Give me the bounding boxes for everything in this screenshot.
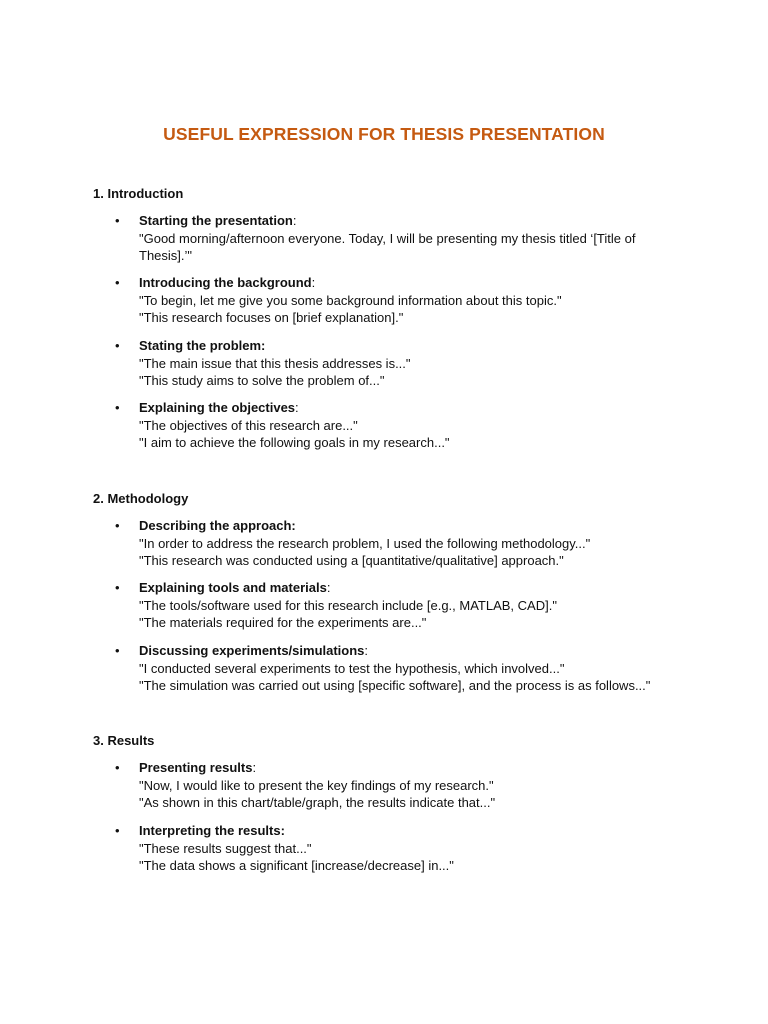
item-line: "I aim to achieve the following goals in my research..." xyxy=(139,435,450,451)
item-line: "These results suggest that..." xyxy=(139,840,312,856)
document-title: USEFUL EXPRESSION FOR THESIS PRESENTATION xyxy=(163,124,605,144)
item-label-suffix: : xyxy=(364,643,369,658)
item-label: Explaining the objectives xyxy=(139,400,296,415)
item-label-suffix: : xyxy=(311,275,316,290)
item-label: Starting the presentation xyxy=(139,213,293,228)
item-label: Introducing the background xyxy=(139,275,312,290)
item-line: "Now, I would like to present the key findings of my research." xyxy=(139,777,494,793)
bullet-marker: • xyxy=(115,518,120,533)
item-label-suffix: : xyxy=(252,760,257,775)
list-item-describing-approach xyxy=(139,517,659,570)
list-item-presenting-results xyxy=(139,759,659,812)
item-line: "The tools/software used for this research include [e.g., MATLAB, CAD]." xyxy=(139,597,557,613)
list-item-interpreting-results xyxy=(139,822,659,875)
section-heading-introduction: 1. Introduction xyxy=(93,186,184,201)
item-label: Presenting results xyxy=(139,760,253,775)
section-heading-results: 3. Results xyxy=(93,733,155,748)
item-line: "The materials required for the experiments are..." xyxy=(139,615,427,631)
list-item-explaining-objectives xyxy=(139,399,659,452)
list-item-starting-presentation xyxy=(139,212,659,265)
bullet-marker: • xyxy=(115,338,120,353)
item-line: "Good morning/afternoon everyone. Today, I will be presenting my thesis titled ‘[Title of Thesis].’" xyxy=(139,230,636,264)
item-line: "In order to address the research problem, I used the following methodology..." xyxy=(139,535,591,551)
item-line: "The data shows a significant [increase/decrease] in..." xyxy=(139,858,454,874)
item-label: Describing the approach: xyxy=(139,518,296,533)
item-line: "I conducted several experiments to test the hypothesis, which involved..." xyxy=(139,660,565,676)
item-label: Stating the problem: xyxy=(139,338,266,353)
bullet-marker: • xyxy=(115,643,120,658)
list-item-discussing-experiments xyxy=(139,642,659,695)
bullet-marker: • xyxy=(115,400,120,415)
item-label: Interpreting the results: xyxy=(139,823,285,838)
item-line: "This research was conducted using a [quantitative/qualitative] approach." xyxy=(139,553,564,569)
item-label-suffix: : xyxy=(326,580,331,595)
item-line: "The main issue that this thesis addresses is..." xyxy=(139,355,411,371)
list-item-stating-problem xyxy=(139,337,659,390)
item-label: Discussing experiments/simulations xyxy=(139,643,365,658)
bullet-marker: • xyxy=(115,760,120,775)
item-label: Explaining tools and materials xyxy=(139,580,327,595)
item-line: "This research focuses on [brief explanation]." xyxy=(139,310,404,326)
bullet-marker: • xyxy=(115,580,120,595)
item-line: "The simulation was carried out using [specific software], and the process is as follows..." xyxy=(139,678,651,694)
list-item-introducing-background xyxy=(139,274,659,327)
item-line: "This study aims to solve the problem of..." xyxy=(139,373,385,389)
item-line: "To begin, let me give you some background information about this topic." xyxy=(139,292,562,308)
item-line: "The objectives of this research are..." xyxy=(139,417,358,433)
bullet-marker: • xyxy=(115,275,120,290)
bullet-marker: • xyxy=(115,823,120,838)
list-item-explaining-tools xyxy=(139,579,659,632)
item-label-suffix: : xyxy=(295,400,299,415)
section-heading-methodology: 2. Methodology xyxy=(93,491,189,506)
item-label-suffix: : xyxy=(292,213,297,228)
item-line: "As shown in this chart/table/graph, the results indicate that..." xyxy=(139,795,496,811)
bullet-marker: • xyxy=(115,213,120,228)
